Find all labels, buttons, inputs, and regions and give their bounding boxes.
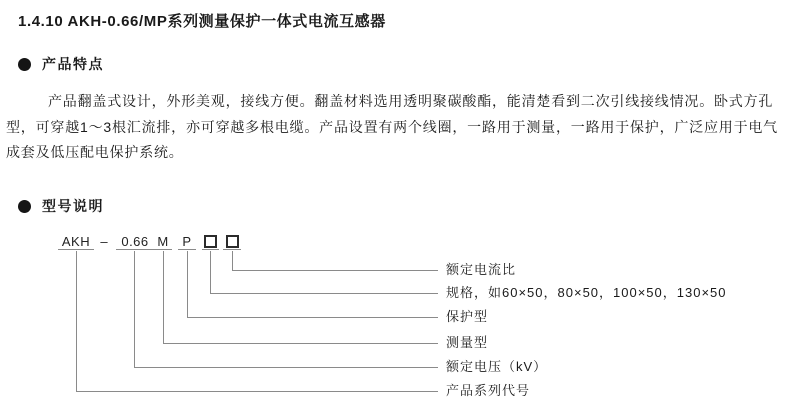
connector-vline: [232, 251, 233, 270]
paragraph-line-3: 成套及低压配电保护系统。: [6, 144, 184, 160]
model-code-box-2: [223, 234, 241, 250]
section-heading-model-text: 型号说明: [42, 198, 104, 214]
connector-vline: [187, 251, 188, 317]
diagram-label-specification: 规格，如60×50，80×50，100×50，130×50: [446, 285, 727, 300]
square-placeholder-icon: [204, 235, 217, 248]
square-placeholder-icon: [226, 235, 239, 248]
features-paragraph: [6, 89, 796, 166]
connector-hline: [134, 367, 438, 368]
model-code-voltage: 0.66: [116, 234, 154, 250]
model-code-protection: P: [178, 234, 196, 250]
diagram-label-measurement-type: 测量型: [446, 335, 489, 350]
connector-hline: [163, 343, 438, 344]
model-code-series: AKH: [58, 234, 94, 250]
connector-hline: [210, 293, 438, 294]
connector-hline: [187, 317, 438, 318]
model-code-box-1: [202, 234, 219, 250]
section-heading-features: [18, 57, 104, 71]
paragraph-line-1: 产品翻盖式设计，外形美观，接线方便。翻盖材料选用透明聚碳酸酯，能清楚看到二次引线接线情况。卧式方孔: [48, 93, 774, 109]
connector-vline: [76, 251, 77, 391]
diagram-label-protection-type: 保护型: [446, 309, 489, 324]
page-title: 1.4.10 AKH-0.66/MP系列测量保护一体式电流互感器: [18, 13, 386, 30]
paragraph-line-2: 型，可穿越1～3根汇流排，亦可穿越多根电缆。产品设置有两个线圈，一路用于测量，一路用于保护，广泛应用于电气: [6, 118, 778, 135]
connector-vline: [210, 251, 211, 293]
bullet-icon: [18, 58, 31, 71]
section-heading-model: [18, 199, 104, 213]
diagram-label-product-series-code: 产品系列代号: [446, 383, 531, 398]
connector-hline: [232, 270, 438, 271]
bullet-icon: [18, 200, 31, 213]
model-code-dash: –: [100, 234, 108, 249]
diagram-label-rated-voltage: 额定电压（kV）: [446, 359, 548, 374]
section-heading-features-text: 产品特点: [42, 56, 104, 72]
connector-hline: [76, 391, 438, 392]
connector-vline: [134, 251, 135, 367]
model-code-measurement: M: [154, 234, 172, 250]
connector-vline: [163, 251, 164, 343]
diagram-label-rated-current-ratio: 额定电流比: [446, 262, 517, 277]
